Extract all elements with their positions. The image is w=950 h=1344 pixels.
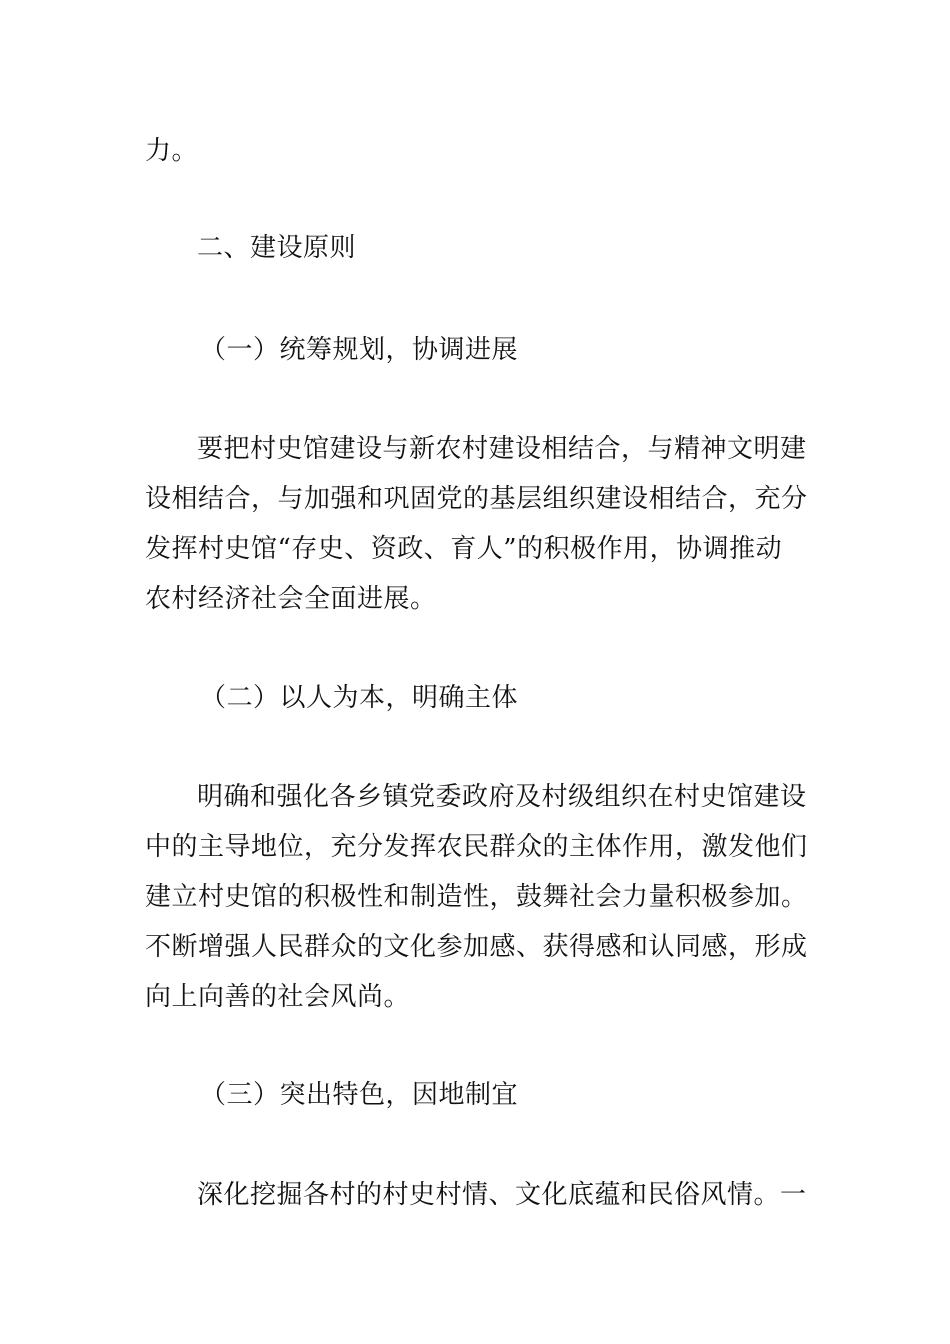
continuation-text: 力。 — [145, 136, 199, 166]
paragraph-1-line-1: 要把村史馆建设与新农村建设相结合，与精神文明建 — [197, 434, 807, 464]
paragraph-2-line-1: 明确和强化各乡镇党委政府及村级组织在村史馆建设 — [197, 782, 807, 812]
paragraph-2-line-5: 向上向善的社会风尚。 — [145, 982, 411, 1012]
subsection-heading-1: （一）统筹规划，协调进展 — [200, 335, 519, 365]
paragraph-1-line-2: 设相结合，与加强和巩固党的基层组织建设相结合，充分 — [145, 484, 808, 514]
subsection-heading-3: （三）突出特色，因地制宜 — [200, 1080, 519, 1110]
subsection-heading-2: （二）以人为本，明确主体 — [200, 683, 519, 713]
paragraph-3-line-1: 深化挖掘各村的村史村情、文化底蕴和民俗风情。一 — [197, 1180, 807, 1210]
paragraph-1-line-3: 发挥村史馆“存史、资政、育人”的积极作用，协调推动 — [145, 534, 783, 564]
section-heading: 二、建设原则 — [197, 233, 357, 263]
paragraph-1-line-4: 农村经济社会全面进展。 — [145, 584, 437, 614]
paragraph-2-line-2: 中的主导地位，充分发挥农民群众的主体作用，激发他们 — [145, 832, 808, 862]
paragraph-2-line-4: 不断增强人民群众的文化参加感、获得感和认同感，形成 — [145, 932, 808, 962]
paragraph-2-line-3: 建立村史馆的积极性和制造性，鼓舞社会力量积极参加。 — [145, 882, 808, 912]
